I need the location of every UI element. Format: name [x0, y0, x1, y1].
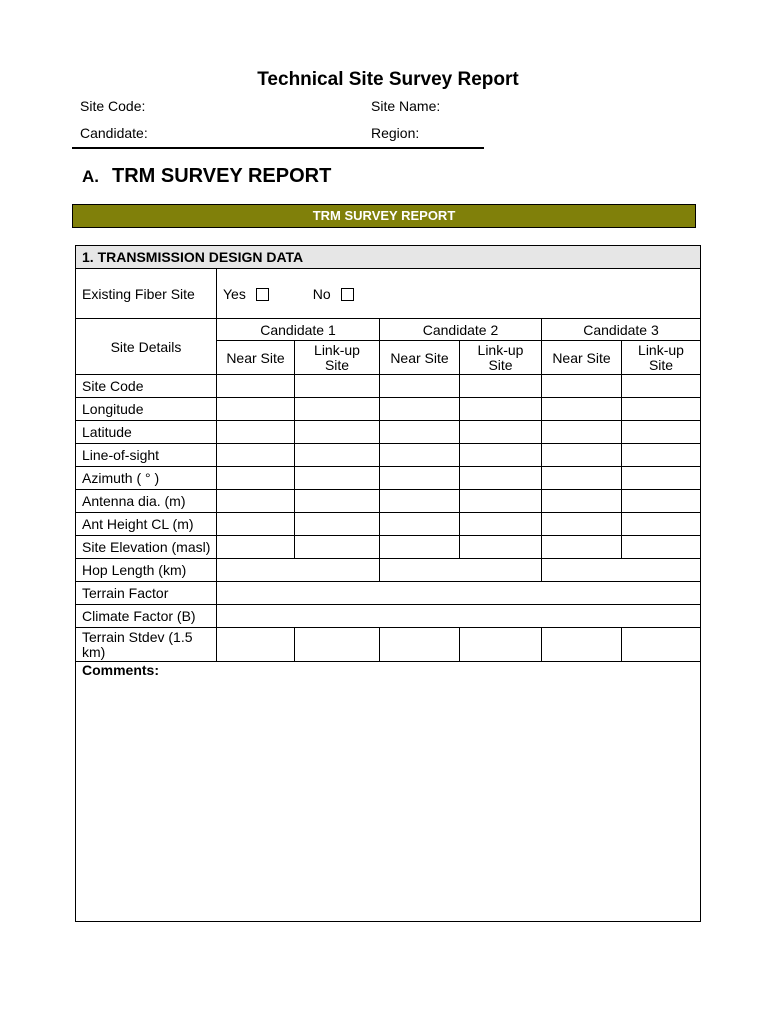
row-label-hop-length: Hop Length (km) [76, 559, 217, 582]
input-cell[interactable] [542, 490, 622, 513]
input-cell[interactable] [295, 628, 380, 662]
input-cell[interactable] [217, 559, 380, 582]
table-row [76, 444, 701, 467]
input-cell[interactable] [380, 490, 460, 513]
input-cell[interactable] [460, 536, 542, 559]
input-cell[interactable] [380, 536, 460, 559]
candidate-3-header: Candidate 3 [542, 319, 701, 341]
input-cell[interactable] [217, 513, 295, 536]
table-row [76, 467, 701, 490]
near-site-header: Near Site [380, 341, 460, 375]
yes-checkbox[interactable] [256, 288, 269, 301]
input-cell[interactable] [622, 467, 701, 490]
input-cell[interactable] [295, 536, 380, 559]
input-cell[interactable] [295, 375, 380, 398]
input-cell[interactable] [460, 513, 542, 536]
row-label-azimuth: Azimuth ( ° ) [76, 467, 217, 490]
input-cell[interactable] [542, 513, 622, 536]
existing-fiber-label: Existing Fiber Site [76, 269, 217, 319]
candidate-2-header: Candidate 2 [380, 319, 542, 341]
site-code-field[interactable]: Site Code: [80, 98, 146, 114]
section-title: 1. TRANSMISSION DESIGN DATA [76, 246, 701, 269]
row-label-line-of-sight: Line-of-sight [76, 444, 217, 467]
input-cell[interactable] [542, 628, 622, 662]
input-cell[interactable] [622, 421, 701, 444]
table-row [76, 559, 701, 582]
input-cell[interactable] [380, 467, 460, 490]
table-row [76, 398, 701, 421]
input-cell[interactable] [380, 513, 460, 536]
input-cell[interactable] [460, 398, 542, 421]
header-divider [72, 147, 484, 149]
no-label: No [312, 285, 331, 302]
input-cell[interactable] [380, 628, 460, 662]
section-heading-text: TRM SURVEY REPORT [112, 165, 332, 187]
table-row [76, 582, 701, 605]
input-cell[interactable] [622, 444, 701, 467]
table-row [76, 490, 701, 513]
input-cell[interactable] [542, 421, 622, 444]
near-site-header: Near Site [217, 341, 295, 375]
site-details-label: Site Details [76, 319, 217, 375]
input-cell[interactable] [622, 490, 701, 513]
input-cell[interactable] [295, 444, 380, 467]
table-row [76, 605, 701, 628]
row-label-longitude: Longitude [76, 398, 217, 421]
input-cell[interactable] [622, 513, 701, 536]
input-cell[interactable] [217, 375, 295, 398]
section-title-row [76, 246, 701, 269]
report-banner: TRM SURVEY REPORT [72, 204, 696, 228]
input-cell[interactable] [460, 490, 542, 513]
input-cell[interactable] [460, 375, 542, 398]
input-cell[interactable] [217, 536, 295, 559]
yes-label: Yes [223, 285, 246, 302]
link-up-site-header: Link-up Site [622, 341, 701, 375]
link-up-site-header: Link-up Site [295, 341, 380, 375]
comments-row [76, 662, 701, 922]
row-label-site-elevation: Site Elevation (masl) [76, 536, 217, 559]
input-cell[interactable] [380, 398, 460, 421]
row-label-terrain-factor: Terrain Factor [76, 582, 217, 605]
input-cell[interactable] [622, 536, 701, 559]
input-cell[interactable] [295, 467, 380, 490]
input-cell[interactable] [295, 421, 380, 444]
candidate-1-header: Candidate 1 [217, 319, 380, 341]
row-label-antenna-dia: Antenna dia. (m) [76, 490, 217, 513]
input-cell[interactable] [295, 490, 380, 513]
input-cell[interactable] [542, 375, 622, 398]
input-cell[interactable] [460, 444, 542, 467]
candidate-field[interactable]: Candidate: [80, 125, 148, 141]
input-cell[interactable] [217, 628, 295, 662]
near-site-header: Near Site [542, 341, 622, 375]
table-row [76, 375, 701, 398]
existing-fiber-options [217, 269, 701, 319]
input-cell[interactable] [217, 444, 295, 467]
document-title: Technical Site Survey Report [257, 69, 519, 90]
input-cell[interactable] [380, 444, 460, 467]
input-cell[interactable] [542, 467, 622, 490]
input-cell[interactable] [542, 398, 622, 421]
input-cell[interactable] [380, 559, 542, 582]
input-cell[interactable] [542, 536, 622, 559]
input-cell[interactable] [460, 467, 542, 490]
input-cell[interactable] [622, 375, 701, 398]
table-row [76, 628, 701, 662]
input-cell[interactable] [542, 444, 622, 467]
comments-area[interactable] [76, 662, 701, 922]
input-cell[interactable] [217, 582, 701, 605]
table-row [76, 421, 701, 444]
input-cell[interactable] [217, 490, 295, 513]
input-cell[interactable] [217, 398, 295, 421]
input-cell[interactable] [380, 421, 460, 444]
input-cell[interactable] [460, 628, 542, 662]
input-cell[interactable] [217, 467, 295, 490]
link-up-site-header: Link-up Site [460, 341, 542, 375]
region-field[interactable]: Region: [371, 125, 420, 141]
input-cell[interactable] [295, 513, 380, 536]
comments-label: Comments: [82, 662, 160, 678]
transmission-design-table [75, 245, 701, 922]
row-label-site-code: Site Code [76, 375, 217, 398]
row-label-latitude: Latitude [76, 421, 217, 444]
section-letter: A. [82, 167, 99, 186]
input-cell[interactable] [217, 421, 295, 444]
row-label-terrain-stdev: Terrain Stdev (1.5 km) [76, 628, 217, 662]
site-name-field[interactable]: Site Name: [371, 98, 441, 114]
input-cell[interactable] [542, 559, 701, 582]
candidates-header-row [76, 319, 701, 341]
no-checkbox[interactable] [341, 288, 354, 301]
input-cell[interactable] [622, 628, 701, 662]
row-label-ant-height: Ant Height CL (m) [76, 513, 217, 536]
section-heading [82, 165, 331, 188]
input-cell[interactable] [217, 605, 701, 628]
table-row [76, 536, 701, 559]
input-cell[interactable] [380, 375, 460, 398]
input-cell[interactable] [622, 398, 701, 421]
existing-fiber-row [76, 269, 701, 319]
input-cell[interactable] [460, 421, 542, 444]
row-label-climate-factor: Climate Factor (B) [76, 605, 217, 628]
table-row [76, 513, 701, 536]
input-cell[interactable] [295, 398, 380, 421]
